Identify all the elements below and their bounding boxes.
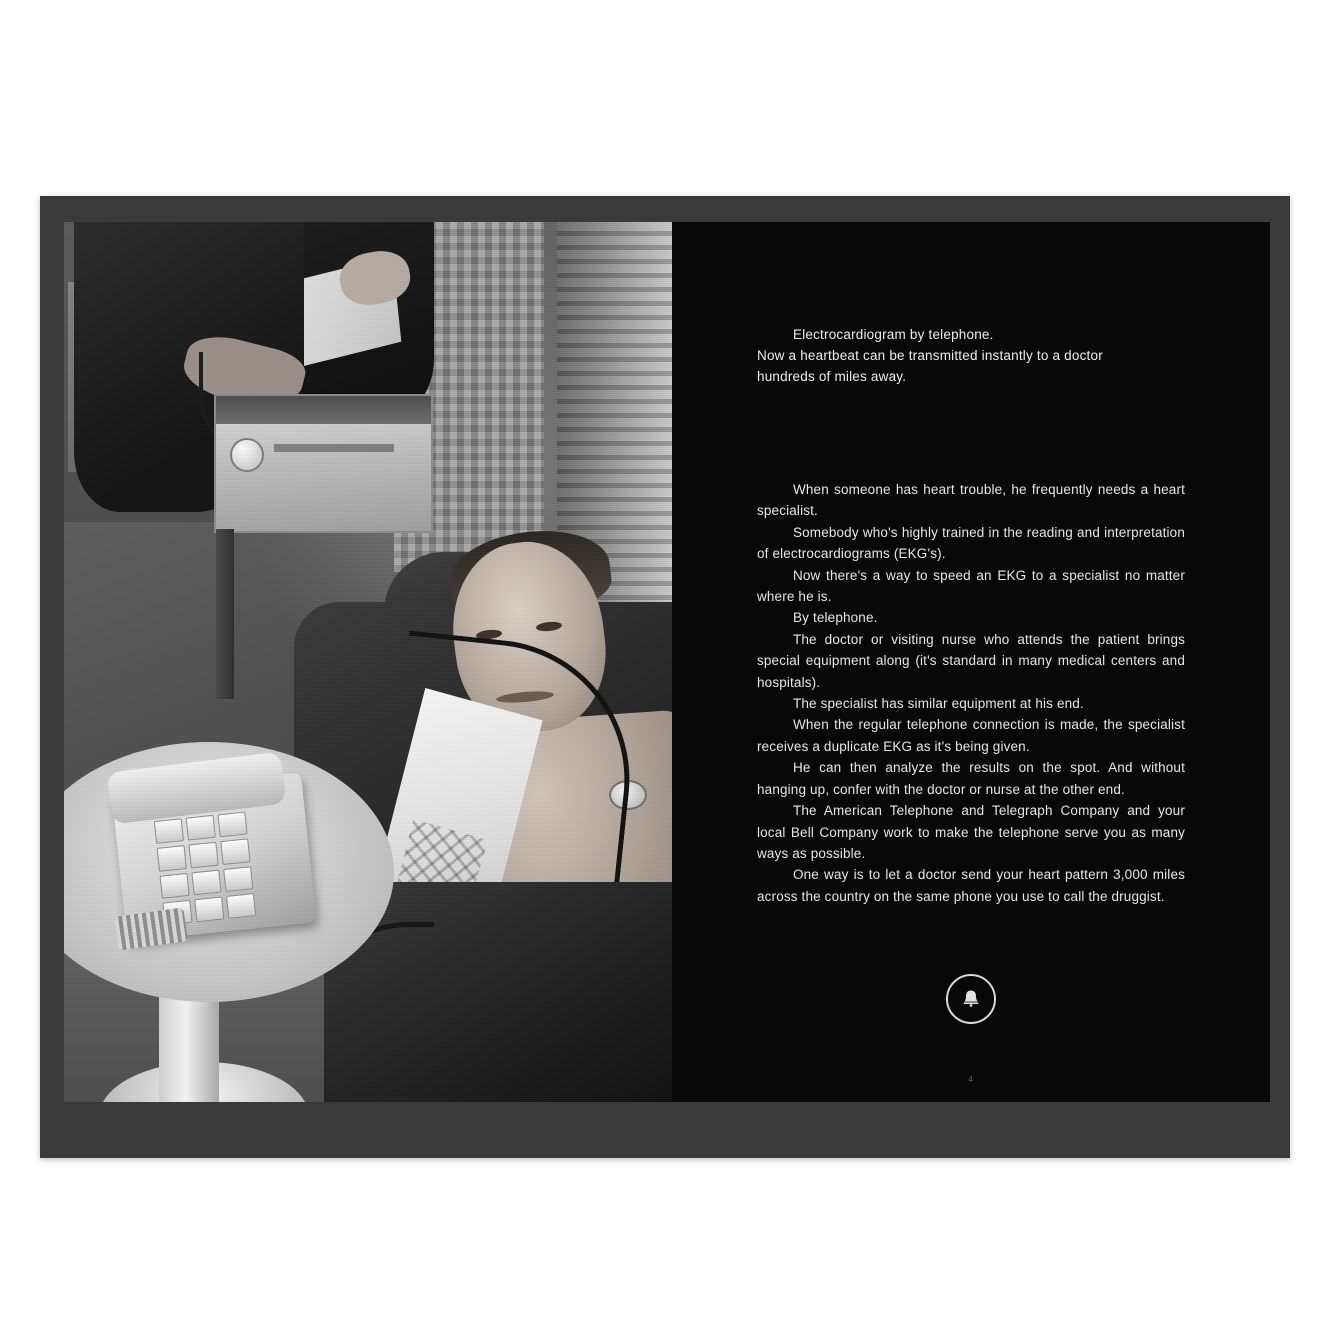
photo-page <box>64 222 672 1102</box>
body-paragraph: Somebody who's highly trained in the reading and interpretation of electrocardiograms (EKG's). <box>757 524 1185 562</box>
keypad-key <box>220 839 250 865</box>
body-paragraph: The American Telephone and Telegraph Company and your local Bell Company work to make the telephone serve you as many ways as possible. <box>757 803 1185 861</box>
ekg-stand <box>216 529 234 699</box>
page-number: 4 <box>968 1075 974 1084</box>
body-paragraph: Now there's a way to speed an EKG to a specialist no matter where he is. <box>757 567 1185 605</box>
body-copy <box>757 479 1185 907</box>
keypad-key <box>223 866 253 892</box>
keypad-key <box>188 842 218 868</box>
headline <box>757 324 1185 387</box>
body-paragraph: By telephone. <box>793 610 878 626</box>
copy-block <box>757 324 1185 907</box>
hospital-room-photograph <box>64 222 672 1102</box>
ekg-nameplate <box>274 444 394 452</box>
bell-icon <box>960 988 982 1010</box>
ekg-transmitter-top <box>216 396 431 424</box>
keypad-key <box>157 845 187 871</box>
body-paragraph: He can then analyze the results on the spot. And without hanging up, confer with the doctor or nurse at the other end. <box>757 760 1185 797</box>
body-paragraph: One way is to let a doctor send your heart pattern 3,000 miles across the country on the same phone you use to call the druggist. <box>757 867 1185 904</box>
headline-line-3: hundreds of miles away. <box>757 369 907 384</box>
magazine-spread <box>64 222 1270 1102</box>
bell-system-logo <box>672 974 1270 1024</box>
advertisement-mount <box>40 196 1290 1158</box>
body-paragraph: The specialist has similar equipment at his end. <box>793 696 1084 712</box>
keypad-key <box>217 811 247 837</box>
keypad-key <box>186 815 216 841</box>
logo-circle <box>946 974 996 1024</box>
body-paragraph: The doctor or visiting nurse who attends the patient brings special equipment along (it's standard in many medical centers and hospitals). <box>757 631 1185 690</box>
headline-line-1: Electrocardiogram by telephone. <box>793 327 994 342</box>
body-paragraph: When someone has heart trouble, he frequently needs a heart specialist. <box>757 482 1185 519</box>
copy-page <box>672 222 1270 1102</box>
keypad-key <box>226 893 256 919</box>
ekg-dial <box>230 438 264 472</box>
body-paragraph: When the regular telephone connection is made, the specialist receives a duplicate EKG as it's being given. <box>757 717 1185 754</box>
headline-line-2: Now a heartbeat can be transmitted instantly to a doctor <box>757 348 1103 363</box>
keypad-key <box>159 872 189 898</box>
keypad-key <box>191 869 221 895</box>
keypad-key <box>194 896 224 922</box>
ekg-transmitter <box>214 394 433 533</box>
keypad-key <box>154 818 184 844</box>
